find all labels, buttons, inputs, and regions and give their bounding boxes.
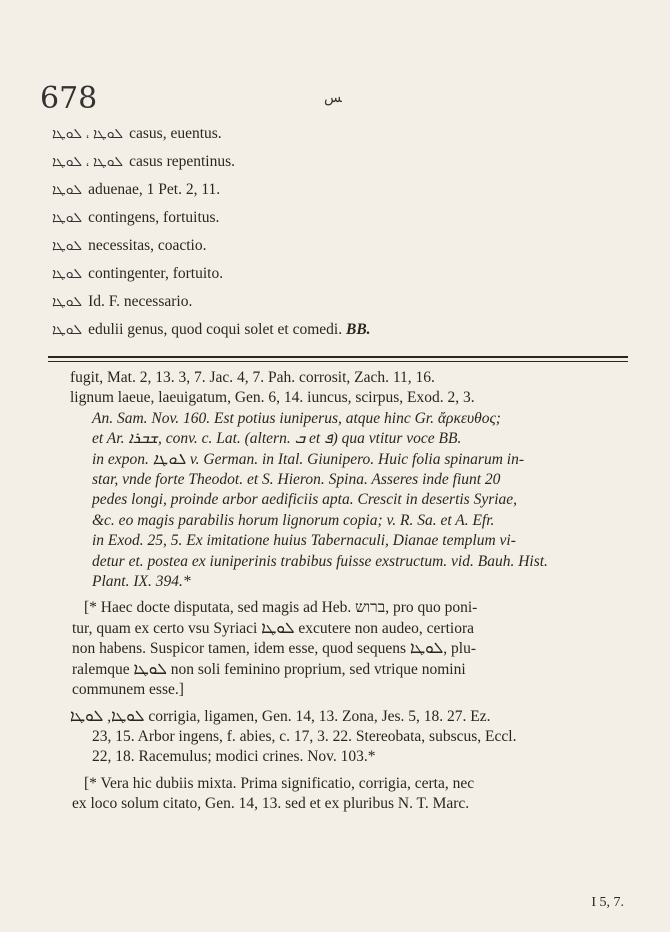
text-line: ex loco solum citato, Gen. 14, 13. sed et ex pluribus N. T. Marc. [72,795,470,813]
text-line: star, vnde forte Theodot. et S. Hieron. Spina. Asseres inde fiunt 20 [92,471,501,489]
text-line: Plant. IX. 394.* [92,573,191,591]
entry-text: necessitas, coactio. [88,237,207,254]
list-item [52,120,632,148]
entry-text: Id. F. necessario. [88,293,193,310]
source-tag: BB. [345,321,371,338]
list-item [52,260,632,288]
text-line: ralemque ܠܘܛܐ non soli feminino proprium, sed vtrique nomini [72,660,466,678]
text-line: pedes longi, proinde arbor aedificiis apta. Crescit in desertis Syriae, [92,491,518,509]
list-item [52,176,632,204]
footnote [48,774,630,815]
entry-text: edulii genus, quod coqui solet et comedi. [88,321,343,338]
entry-line: fugit, Mat. 2, 13. 3, 7. Jac. 4, 7. Pah. corrosit, Zach. 11, 16. [70,369,435,386]
syriac-headword: ܠܘܛܐ [52,323,83,338]
entry-list [52,120,632,344]
text-line: non habens. Suspicor tamen, idem esse, quod sequens ܠܘܛܐ, plu- [72,640,476,658]
text-line: [* Vera hic dubiis mixta. Prima significatio, corrigia, certa, nec [84,774,475,792]
main-text [48,368,630,815]
syriac-headword: ܠܘܛܐ ، ܠܘܛܐ [52,155,124,170]
text-line: in Exod. 25, 5. Ex imitatione huius Tabernaculi, Dianae templum vi- [92,532,516,550]
text-line: An. Sam. Nov. 160. Est potius iuniperus, atque hinc Gr. ἄρκευθος; [92,409,501,427]
text-line: et Ar. ܫܒܪܐ, conv. c. Lat. (altern. ܒ et ܦ) qua vtitur voce BB. [92,430,462,448]
text-line: 23, 15. Arbor ingens, f. abies, c. 17, 3. 22. Stereobata, subscus, Eccl. [92,727,517,745]
entry-paragraph [48,707,630,768]
text-line: 22, 18. Racemulus; modici crines. Nov. 103.* [92,748,376,766]
syriac-headword: ܠܘܛܐ [52,267,83,282]
list-item [52,316,632,344]
text-line: tur, quam ex certo vsu Syriaci ܠܘܛܐ excutere non audeo, certiora [72,619,474,637]
text-line: communem esse.] [72,681,184,699]
entry-text: aduenae, 1 Pet. 2, 11. [88,181,221,198]
text-line: lignum laeue, laeuigatum, Gen. 6, 14. iuncus, scirpus, Exod. 2, 3. [70,389,475,407]
entry-text: casus, euentus. [129,125,222,142]
catchword: I 5, 7. [591,895,624,910]
syriac-headword: ܠܘܛܐ [52,183,83,198]
entry-text: casus repentinus. [129,153,236,170]
syriac-headword: ܠܘܛܐ ، ܠܘܛܐ [52,127,124,142]
list-item [52,288,632,316]
footnote [48,598,630,700]
running-head: ﺲ [324,90,342,106]
section-divider [48,356,628,362]
text-line: &c. eo magis parabilis horum lignorum copia; v. R. Sa. et A. Efr. [92,511,495,529]
text-line: ܠܘܛܐ, ܠܘܛܐ corrigia, ligamen, Gen. 14, 13. Zona, Jes. 5, 18. 27. Ez. [70,707,491,725]
list-item [52,148,632,176]
text-line: in expon. ܠܘܛܐ v. German. in Ital. Giunipero. Huic folia spinarum in- [92,450,525,468]
list-item [52,204,632,232]
syriac-headword: ܠܘܛܐ [52,239,83,254]
syriac-headword: ܠܘܛܐ [52,295,83,310]
page-number: 678 [40,81,98,116]
entry-text: contingens, fortuitus. [88,209,220,226]
syriac-headword: ܠܘܛܐ [52,211,83,226]
list-item [52,232,632,260]
text-line: [* Haec docte disputata, sed magis ad Heb. ברוש, pro quo poni- [84,599,478,617]
entry-text: contingenter, fortuito. [88,265,224,282]
entry-paragraph [48,388,630,592]
text-line: detur et. postea ex iuniperinis trabibus fuisse exstructum. vid. Bauh. Hist. [92,552,548,570]
